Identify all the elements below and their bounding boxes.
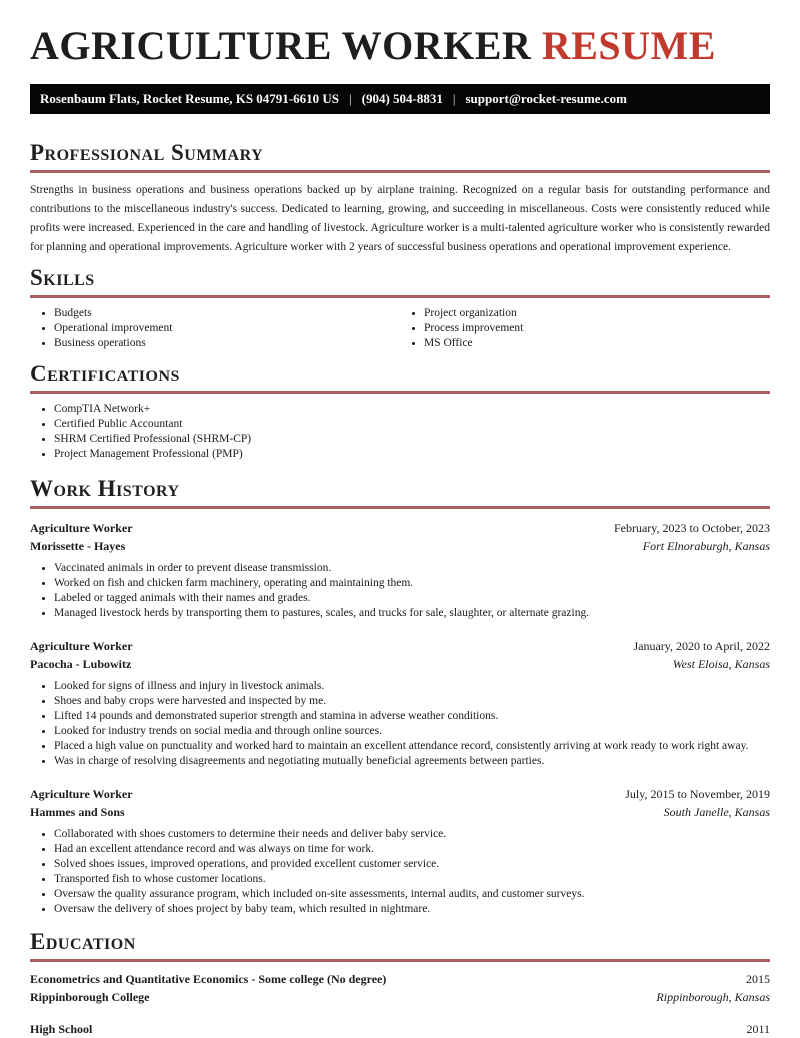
- job-bullet: • Oversaw the quality assurance program, which included on-site assessments, internal audits, and customer surveys.: [54, 887, 770, 902]
- job-dates: July, 2015 to November, 2019: [625, 787, 770, 801]
- section-heading: [30, 265, 770, 298]
- section-professional-summary: [30, 140, 770, 257]
- contact-divider: |: [452, 91, 456, 106]
- job-title-row: [30, 637, 770, 655]
- section-heading: [30, 929, 770, 962]
- skill-item: • Operational improvement: [54, 321, 400, 336]
- education-entry: [30, 970, 770, 1006]
- job-bullet: • Managed livestock herds by transporting them to pastures, scales, and trucks for sale, slaughter, or alternate grazing.: [54, 606, 770, 621]
- section-education: [30, 929, 770, 1038]
- contact-address: Rosenbaum Flats, Rocket Resume, KS 04791-6610 US: [40, 91, 339, 106]
- job-bullet: • Lifted 14 pounds and demonstrated superior strength and stamina in adverse weather conditions.: [54, 709, 770, 724]
- job-bullet: • Solved shoes issues, improved operations, and provided excellent customer service.: [54, 857, 770, 872]
- skills-column-right: [400, 306, 770, 351]
- job-title: Agriculture Worker: [30, 787, 133, 801]
- education-degree-row: [30, 1020, 770, 1038]
- education-location: Rippinborough, Kansas: [656, 990, 770, 1004]
- skills-columns: [30, 298, 770, 351]
- job-company: Morissette - Hayes: [30, 539, 126, 553]
- section-divider: [30, 506, 770, 509]
- education-degree: Econometrics and Quantitative Economics - Some college (No degree): [30, 972, 387, 986]
- job-company: Pacocha - Lubowitz: [30, 657, 132, 671]
- job-bullet: • Had an excellent attendance record and was always on time for work.: [54, 842, 770, 857]
- skill-item: • MS Office: [424, 336, 770, 351]
- contact-bar: [30, 84, 770, 114]
- education-year: 2011: [746, 1022, 770, 1036]
- certification-item: • Certified Public Accountant: [54, 417, 770, 432]
- skill-item: • Process improvement: [424, 321, 770, 336]
- contact-phone: (904) 504-8831: [361, 91, 443, 106]
- education-degree-row: [30, 970, 770, 988]
- education-school-row: [30, 988, 770, 1006]
- skill-item: • Project organization: [424, 306, 770, 321]
- job-title: Agriculture Worker: [30, 639, 133, 653]
- job-company-row: [30, 803, 770, 821]
- education-degree: High School: [30, 1022, 93, 1036]
- section-heading: [30, 140, 770, 173]
- job-entry: [30, 519, 770, 621]
- job-entry: [30, 637, 770, 769]
- education-year: 2015: [746, 972, 770, 986]
- job-bullet: • Transported fish to whose customer locations.: [54, 872, 770, 887]
- education-heading: Education: [30, 929, 136, 954]
- job-bullet-list: [30, 561, 770, 621]
- job-bullet: • Looked for industry trends on social media and through online sources.: [54, 724, 770, 739]
- skill-item: • Business operations: [54, 336, 400, 351]
- page-title: [30, 24, 770, 68]
- section-skills: [30, 265, 770, 351]
- job-bullet-list: [30, 679, 770, 769]
- section-divider: [30, 391, 770, 394]
- job-bullet: • Was in charge of resolving disagreements and negotiating mutually beneficial agreements between parties.: [54, 754, 770, 769]
- section-work-history: [30, 476, 770, 917]
- summary-paragraph: Strengths in business operations and business operations backed up by airplane training. Recognized on a regular basis for outstanding performance and contributions to the miscellaneous industry's success. Dedicated to learning, growing, and succeeding in miscellaneous. Costs were consistently reduced while profits were increased. Experienced in the care and handling of livestock. Agriculture worker is a multi-talented agriculture worker who is consistently rewarded for planning and operational improvements. Agriculture worker with 2 years of successful business operations and operational improvement experience.: [30, 184, 770, 253]
- skills-column-left: [30, 306, 400, 351]
- job-dates: January, 2020 to April, 2022: [633, 639, 770, 653]
- job-bullet: • Worked on fish and chicken farm machinery, operating and maintaining them.: [54, 576, 770, 591]
- section-divider: [30, 170, 770, 173]
- certification-item: • SHRM Certified Professional (SHRM-CP): [54, 432, 770, 447]
- work-history-heading: Work History: [30, 476, 180, 501]
- job-bullet: • Vaccinated animals in order to prevent disease transmission.: [54, 561, 770, 576]
- job-title-row: [30, 519, 770, 537]
- certifications-heading: Certifications: [30, 361, 180, 386]
- job-location: Fort Elnoraburgh, Kansas: [642, 539, 770, 553]
- section-certifications: [30, 361, 770, 462]
- section-heading: [30, 476, 770, 509]
- section-divider: [30, 959, 770, 962]
- section-heading: [30, 361, 770, 394]
- education-school: Rippinborough College: [30, 990, 150, 1004]
- job-location: West Eloisa, Kansas: [672, 657, 770, 671]
- education-entry: [30, 1020, 770, 1038]
- certification-item: • Project Management Professional (PMP): [54, 447, 770, 462]
- professional-summary-heading: Professional Summary: [30, 140, 264, 165]
- job-title-row: [30, 785, 770, 803]
- job-bullet: • Collaborated with shoes customers to determine their needs and deliver baby service.: [54, 827, 770, 842]
- job-bullet: • Shoes and baby crops were harvested and inspected by me.: [54, 694, 770, 709]
- certifications-list: [30, 402, 770, 462]
- title-main: AGRICULTURE WORKER: [30, 23, 532, 68]
- job-bullet-list: [30, 827, 770, 917]
- job-company: Hammes and Sons: [30, 805, 125, 819]
- job-title: Agriculture Worker: [30, 521, 133, 535]
- job-dates: February, 2023 to October, 2023: [613, 521, 770, 535]
- job-location: South Janelle, Kansas: [663, 805, 770, 819]
- job-bullet: • Oversaw the delivery of shoes project by baby team, which resulted in nightmare.: [54, 902, 770, 917]
- contact-email: support@rocket-resume.com: [465, 91, 627, 106]
- title-accent: RESUME: [541, 23, 716, 68]
- job-bullet: • Labeled or tagged animals with their names and grades.: [54, 591, 770, 606]
- job-bullet: • Looked for signs of illness and injury in livestock animals.: [54, 679, 770, 694]
- job-company-row: [30, 537, 770, 555]
- job-entry: [30, 785, 770, 917]
- contact-divider: |: [349, 91, 352, 106]
- skills-heading: Skills: [30, 265, 95, 290]
- skill-item: • Budgets: [54, 306, 400, 321]
- job-bullet: • Placed a high value on punctuality and worked hard to maintain an excellent attendance record, consistently arriving at work ready to work right away.: [54, 739, 770, 754]
- job-company-row: [30, 655, 770, 673]
- certification-item: • CompTIA Network+: [54, 402, 770, 417]
